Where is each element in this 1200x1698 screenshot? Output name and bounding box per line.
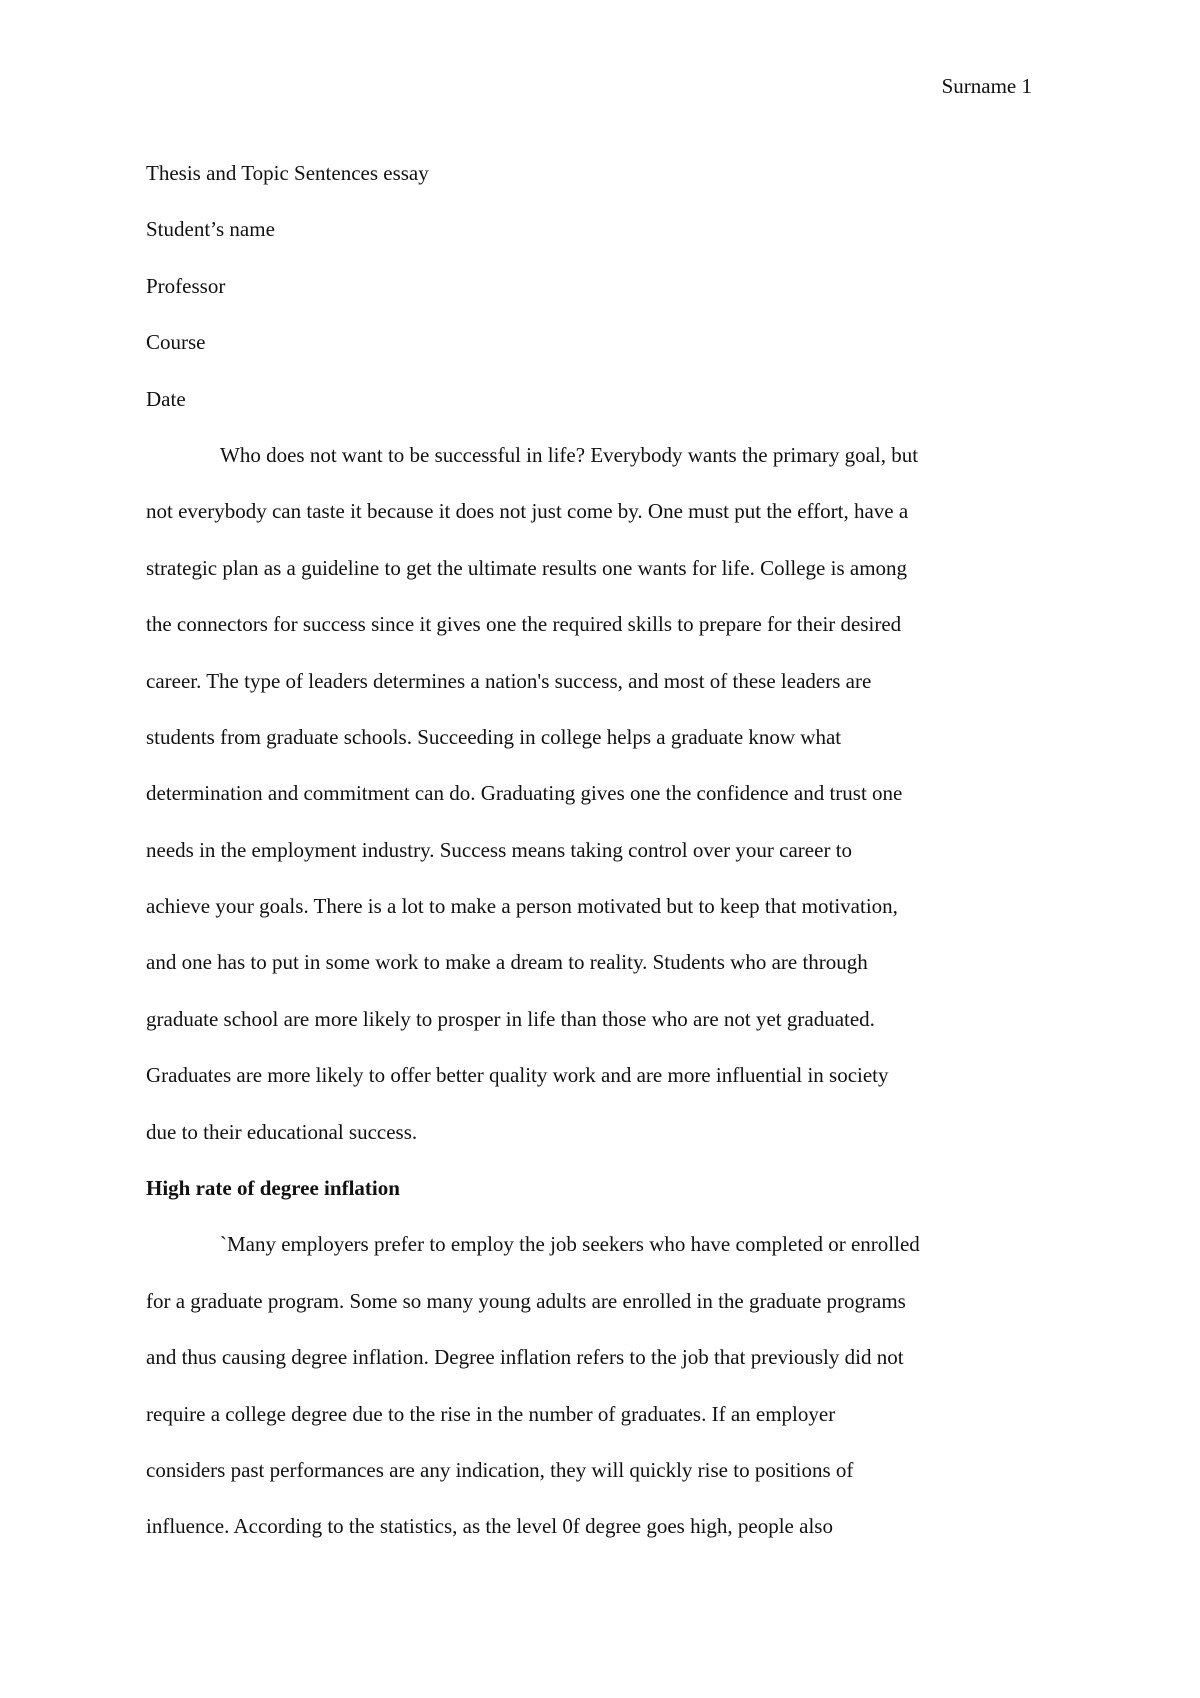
- intro-paragraph: [146, 427, 1034, 1160]
- paragraph-line: determination and commitment can do. Graduating gives one the confidence and trust one: [146, 781, 903, 806]
- course-name: Course: [146, 330, 206, 355]
- paragraph-line: Who does not want to be successful in life? Everybody wants the primary goal, but: [220, 442, 919, 467]
- paragraph-line: require a college degree due to the rise in the number of graduates. If an employer: [146, 1401, 836, 1426]
- paragraph-line: for a graduate program. Some so many young adults are enrolled in the graduate programs: [146, 1288, 906, 1313]
- paragraph-line: and thus causing degree inflation. Degree inflation refers to the job that previously did not: [146, 1345, 904, 1370]
- essay-title: Thesis and Topic Sentences essay: [146, 161, 429, 185]
- paragraph-line: needs in the employment industry. Success means taking control over your career to: [146, 837, 853, 862]
- running-head: Surname 1: [941, 74, 1032, 98]
- paragraph-line: not everybody can taste it because it does not just come by. One must put the effort, have a: [146, 499, 909, 524]
- section-heading: High rate of degree inflation: [146, 1176, 400, 1201]
- paragraph-line: Graduates are more likely to offer better quality work and are more influential in society: [146, 1063, 889, 1088]
- paragraph-line: influence. According to the statistics, as the level 0f degree goes high, people also: [146, 1514, 833, 1539]
- document-body: [146, 145, 1034, 1555]
- paragraph-line: `Many employers prefer to employ the job seekers who have completed or enrolled: [220, 1232, 920, 1257]
- date-line: Date: [146, 386, 186, 411]
- paragraph-line: strategic plan as a guideline to get the ultimate results one wants for life. College is among: [146, 555, 908, 580]
- paragraph-line: career. The type of leaders determines a nation's success, and most of these leaders are: [146, 668, 872, 693]
- paragraph-line: graduate school are more likely to prosper in life than those who are not yet graduated.: [146, 1006, 875, 1031]
- paragraph-line: achieve your goals. There is a lot to make a person motivated but to keep that motivation,: [146, 894, 898, 919]
- paragraph-line: and one has to put in some work to make a dream to reality. Students who are through: [146, 950, 868, 975]
- paragraph-line: students from graduate schools. Succeeding in college helps a graduate know what: [146, 724, 842, 749]
- paragraph-line: due to their educational success.: [146, 1119, 418, 1144]
- professor-name: Professor: [146, 273, 226, 298]
- paragraph-line: the connectors for success since it gives one the required skills to prepare for their desired: [146, 612, 902, 637]
- student-name: Student’s name: [146, 217, 275, 242]
- section-paragraph: [146, 1216, 1034, 1554]
- paragraph-line: considers past performances are any indication, they will quickly rise to positions of: [146, 1457, 854, 1482]
